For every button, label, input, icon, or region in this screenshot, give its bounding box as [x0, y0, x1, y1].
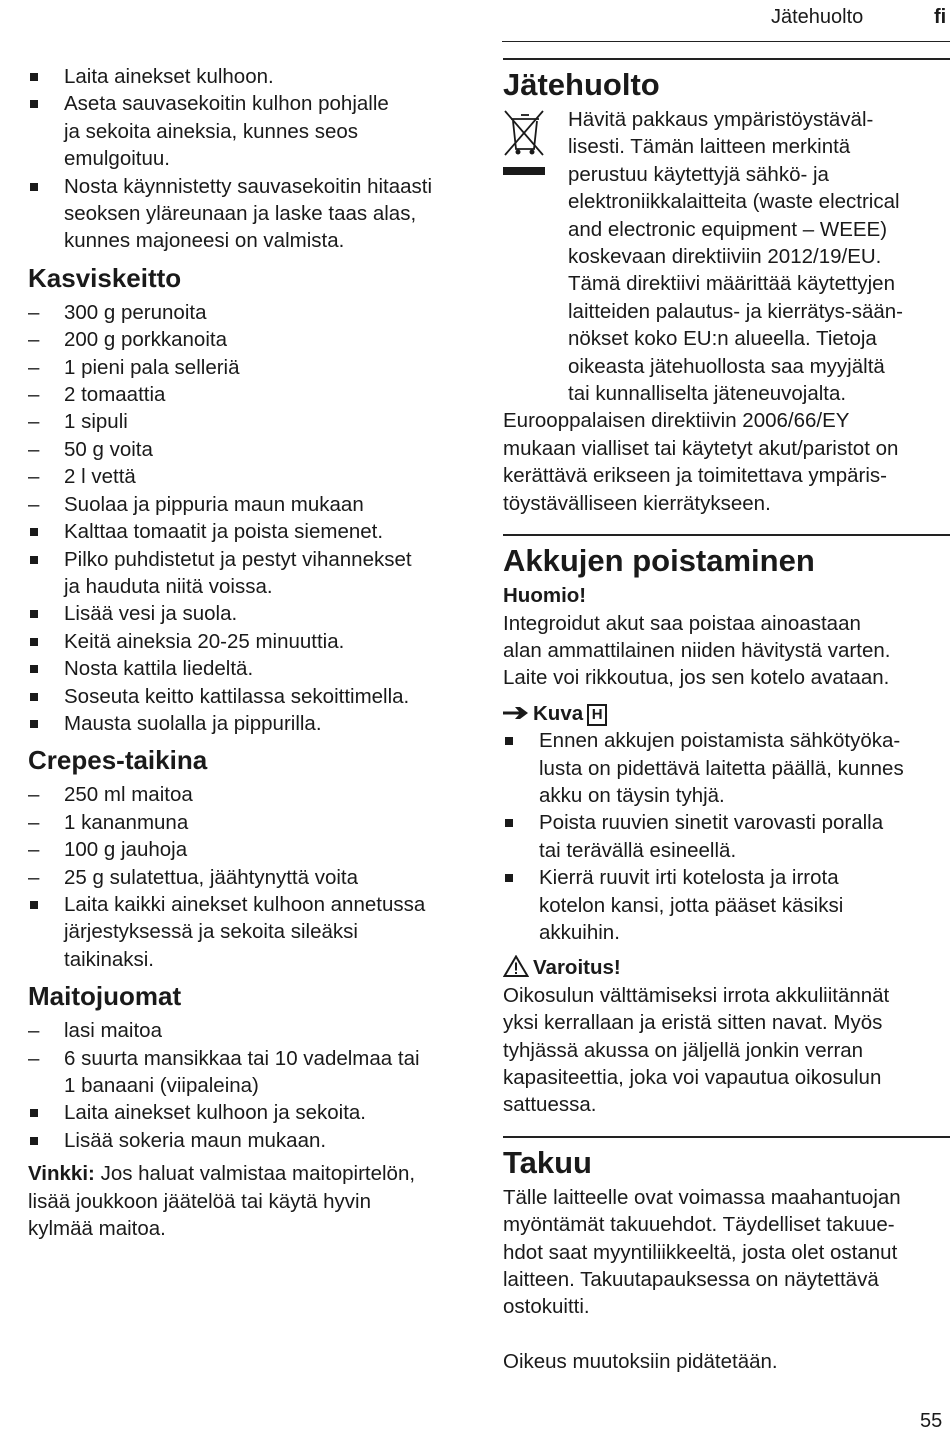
recipe-list-item	[28, 628, 478, 655]
list-item-line: 1 pieni pala selleriä	[64, 355, 240, 379]
text-line: Tälle laitteelle ovat voimassa maahantuojan	[503, 1185, 901, 1209]
battery-removal-step	[503, 727, 950, 809]
list-item-line: 1 banaani (viipaleina)	[64, 1074, 259, 1097]
list-item-line: järjestyksessä ja sekoita sileäksi	[64, 920, 358, 944]
recipe-step	[28, 90, 478, 172]
list-item-line: 1 kananmuna	[64, 810, 189, 834]
text-line: kapasiteettia, joka voi vapautua oikosulun	[503, 1066, 882, 1089]
section-rule	[503, 534, 950, 536]
list-item-line: akku on täysin tyhjä.	[539, 783, 725, 807]
right-column	[503, 58, 950, 1375]
recipe-list-item	[28, 491, 478, 518]
list-item-line: Keitä aineksia 20-25 minuuttia.	[64, 629, 345, 653]
text-line: Eurooppalaisen direktiivin 2006/66/EY	[503, 409, 850, 433]
figure-reference	[503, 700, 950, 727]
recipe-list-item	[28, 710, 478, 737]
tip-line: Jos haluat valmistaa maitopirtelön,	[100, 1162, 416, 1186]
list-item-line: 50 g voita	[64, 437, 153, 461]
text-line: alan ammattilainen niiden hävitystä varten.	[503, 638, 891, 662]
recipe-list-item	[28, 655, 478, 682]
list-item-line: emulgoituu.	[64, 147, 170, 171]
recipe-step	[28, 173, 478, 255]
list-item-line: tai terävällä esineellä.	[539, 838, 737, 862]
list-item-line: lusta on pidettävä laitetta päällä, kunnes	[539, 756, 904, 780]
recipe-list-item	[28, 891, 478, 973]
recipe-list-item	[28, 1127, 478, 1154]
text-line: oikeasta jätehuollosta saa myyjältä	[568, 354, 885, 378]
page-header	[0, 4, 950, 34]
list-item-line: 200 g porkkanoita	[64, 328, 227, 352]
recipe-list-item	[28, 781, 478, 808]
crossed-out-wheelie-bin-icon	[503, 109, 545, 184]
list-item-line: Nosta käynnistetty sauvasekoitin hitaasti	[64, 174, 433, 198]
maitojuomat-heading: Maitojuomat	[28, 981, 182, 1012]
list-item-line: Kierrä ruuvit irti kotelosta ja irrota	[539, 866, 839, 890]
list-item-line: Pilko puhdistetut ja pestyt vihannekset	[64, 547, 412, 571]
left-column	[28, 63, 478, 1242]
text-line: tyhjässä akussa on jäljellä jonkin verran	[503, 1038, 864, 1062]
tip-line: kylmää maitoa.	[28, 1217, 166, 1241]
text-line: ostokuitti.	[503, 1295, 590, 1319]
list-item-line: 2 l vettä	[64, 465, 136, 489]
text-line: laitteen. Takuutapauksessa on näytettävä	[503, 1268, 879, 1292]
list-item-line: 1 sipuli	[64, 410, 128, 434]
list-item-line: Kalttaa tomaatit ja poista siemenet.	[64, 520, 384, 544]
list-item-line: akkuihin.	[539, 920, 620, 944]
intro-step-list	[28, 63, 478, 255]
notice-label: Huomio!	[503, 584, 587, 608]
list-item-line: Suolaa ja pippuria maun mukaan	[64, 492, 364, 516]
battery-directive-paragraph	[503, 407, 950, 517]
warning-heading	[503, 954, 950, 981]
kasviskeitto-heading: Kasviskeitto	[28, 262, 182, 293]
header-rule	[502, 41, 950, 42]
list-item-line: 250 ml maitoa	[64, 783, 193, 807]
tip-label: Vinkki:	[28, 1162, 95, 1186]
recipe-list-item	[28, 463, 478, 490]
list-item-line: 300 g perunoita	[64, 300, 207, 324]
recipe-list-item	[28, 600, 478, 627]
text-line: hdot saat myyntiliikkeeltä, josta olet ostanut	[503, 1240, 898, 1264]
akkujen-heading: Akkujen poistaminen	[503, 543, 815, 579]
recipe-list-item	[28, 864, 478, 891]
list-item-line: Laita ainekset kulhoon.	[64, 65, 274, 88]
battery-removal-steps	[503, 727, 950, 946]
tip-paragraph	[28, 1160, 478, 1242]
recipe-list-item	[28, 299, 478, 326]
list-item-line: Lisää vesi ja suola.	[64, 602, 238, 626]
text-line: töystävälliseen kierrätykseen.	[503, 491, 771, 515]
text-line: Integroidut akut saa poistaa ainoastaan	[503, 611, 861, 635]
warning-paragraph	[503, 982, 950, 1119]
maitojuomat-list	[28, 1017, 478, 1154]
list-item-line: kotelon kansi, jotta pääset käsiksi	[539, 893, 844, 917]
jatehuolto-heading: Jätehuolto	[503, 67, 660, 102]
list-item-line: Mausta suolalla ja pippurilla.	[64, 711, 322, 735]
arrow-right-icon	[503, 700, 533, 727]
header-section-title: Jätehuolto	[771, 6, 864, 28]
list-item-line: 2 tomaattia	[64, 383, 166, 407]
recipe-list-item	[28, 1099, 478, 1126]
recipe-step	[28, 63, 478, 90]
list-item-line: ja hauduta niitä voissa.	[64, 574, 273, 598]
text-line: yksi kerrallaan ja eristä sitten navat. Myös	[503, 1011, 883, 1035]
figure-letter-badge: H	[587, 704, 607, 726]
text-line: sattuessa.	[503, 1093, 597, 1117]
header-language-code: fi	[934, 6, 947, 28]
list-item-line: 100 g jauhoja	[64, 838, 188, 862]
text-line: perustuu käytettyjä sähkö- ja	[568, 162, 829, 186]
text-line: Laite voi rikkoutua, jos sen kotelo avataan.	[503, 666, 890, 690]
list-item-line: Aseta sauvasekoitin kulhon pohjalle	[64, 92, 389, 116]
recipe-list-item	[28, 836, 478, 863]
recipe-list-item	[28, 408, 478, 435]
crepes-heading: Crepes-taikina	[28, 745, 208, 776]
list-item-line: 6 suurta mansikkaa tai 10 vadelmaa tai	[64, 1046, 420, 1070]
list-item-line: Laita kaikki ainekset kulhoon annetussa	[64, 892, 426, 916]
recipe-list-item	[28, 1017, 478, 1044]
recipe-list-item	[28, 546, 478, 601]
text-line: and electronic equipment – WEEE)	[568, 217, 888, 241]
text-line: Hävitä pakkaus ympäristöystäväl-	[568, 108, 874, 131]
list-item-line: seoksen yläreunaan ja laske taas alas,	[64, 202, 417, 226]
list-item-line: Laita ainekset kulhoon ja sekoita.	[64, 1101, 367, 1125]
warning-triangle-icon	[503, 955, 529, 977]
text-line: Tämä direktiivi määrittää käytettyjen	[568, 272, 895, 296]
recipe-list-item	[28, 1045, 478, 1100]
list-item-line: Lisää sokeria maun mukaan.	[64, 1128, 327, 1152]
recipe-list-item	[28, 381, 478, 408]
text-line: lisesti. Tämän laitteen merkintä	[568, 135, 851, 159]
section-rule	[503, 58, 950, 60]
weee-block	[503, 106, 950, 407]
kasviskeitto-list	[28, 299, 478, 738]
figure-reference-label: Kuva	[533, 701, 584, 725]
list-item-line: Nosta kattila liedeltä.	[64, 657, 254, 681]
section-rule	[503, 1136, 950, 1138]
text-line: tai kunnalliselta jäteneuvojalta.	[568, 382, 847, 406]
recipe-list-item	[28, 809, 478, 836]
warranty-paragraph	[503, 1184, 950, 1321]
list-item-line: lasi maitoa	[64, 1019, 162, 1043]
battery-removal-step	[503, 809, 950, 864]
notice-paragraph	[503, 610, 950, 692]
list-item-line: taikinaksi.	[64, 947, 155, 971]
text-line: koskevaan direktiiviin 2012/19/EU.	[568, 245, 882, 269]
text-line: kerättävä erikseen ja toimitettava ympäris-	[503, 464, 887, 488]
text-line: mukaan vialliset tai käytetyt akut/paristot on	[503, 436, 899, 460]
text-line: Oikosulun välttämiseksi irrota akkuliitännät	[503, 983, 890, 1007]
text-line: nökset koko EU:n alueella. Tietoja	[568, 327, 877, 351]
recipe-list-item	[28, 326, 478, 353]
recipe-list-item	[28, 518, 478, 545]
list-item-line: Soseuta keitto kattilassa sekoittimella.	[64, 684, 410, 708]
list-item-line: Poista ruuvien sinetit varovasti poralla	[539, 811, 884, 835]
list-item-line: Ennen akkujen poistamista sähkötyöka-	[539, 729, 901, 753]
rights-reserved-note: Oikeus muutoksiin pidätetään.	[503, 1349, 778, 1373]
list-item-line: ja sekoita aineksia, kunnes seos	[64, 119, 359, 143]
list-item-line: kunnes majoneesi on valmista.	[64, 229, 345, 253]
text-line: myöntämät takuuehdot. Täydelliset takuue-	[503, 1213, 895, 1237]
recipe-list-item	[28, 354, 478, 381]
recipe-list-item	[28, 436, 478, 463]
crepes-list	[28, 781, 478, 973]
list-item-line: 25 g sulatettua, jäähtynyttä voita	[64, 865, 359, 889]
tip-line: lisää joukkoon jäätelöä tai käytä hyvin	[28, 1189, 372, 1213]
takuu-heading: Takuu	[503, 1144, 592, 1180]
text-line: elektroniikkalaitteita (waste electrical	[568, 190, 900, 214]
battery-removal-step	[503, 864, 950, 946]
recipe-list-item	[28, 683, 478, 710]
weee-paragraph	[568, 106, 950, 407]
text-line: laitteiden palautus- ja kierrätys-sään-	[568, 299, 903, 323]
page-number: 55	[920, 1410, 943, 1432]
warning-label: Varoitus!	[533, 956, 621, 980]
